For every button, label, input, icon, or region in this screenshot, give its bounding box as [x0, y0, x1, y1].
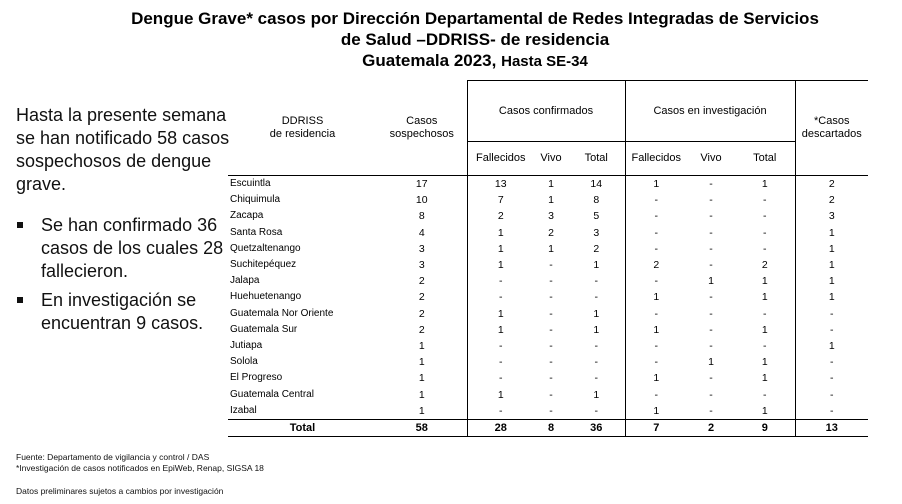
- cell-sospechosos: 1: [418, 404, 425, 417]
- cell-inv-vivo: -: [709, 404, 713, 417]
- cell-inv-total: -: [763, 242, 767, 255]
- cell-inv-vivo: -: [709, 259, 713, 272]
- cell-sospechosos: 2: [418, 291, 425, 304]
- cell-conf-vivo: -: [549, 404, 553, 417]
- table-row: [228, 354, 868, 370]
- cell-ddriss: Zacapa: [230, 210, 264, 222]
- header-inv-fallecidos: Fallecidos: [625, 142, 687, 176]
- cell-inv-fallecidos: 1: [625, 176, 687, 193]
- footnote-source: Fuente: Departamento de vigilancia y control / DAS: [16, 452, 210, 462]
- cell-inv-vivo: -: [709, 194, 713, 207]
- cell-conf-vivo: 2: [548, 226, 554, 239]
- cell-conf-total: -: [594, 372, 598, 385]
- cell-inv-total: 1: [761, 323, 768, 336]
- cell-inv-fallecidos: -: [625, 273, 687, 289]
- cell-inv-vivo: -: [709, 226, 713, 239]
- cell-inv-vivo: -: [709, 242, 713, 255]
- cell-inv-fallecidos: 1: [625, 370, 687, 386]
- cell-conf-vivo: -: [549, 323, 553, 336]
- header-inv-total: Total: [735, 142, 795, 176]
- table-row: [228, 273, 868, 289]
- cell-inv-total: 1: [761, 178, 768, 191]
- summary-bullet-investigation: [16, 289, 231, 335]
- table-row: [228, 370, 868, 386]
- header-sospechosos: Casos sospechosos: [377, 81, 467, 176]
- cell-inv-vivo: -: [709, 307, 713, 320]
- cell-sospechosos: 2: [418, 275, 425, 288]
- cell-sospechosos: 1: [418, 372, 425, 385]
- cell-conf-vivo: 1: [548, 178, 554, 191]
- cell-inv-fallecidos: -: [625, 338, 687, 354]
- cell-conf-total: -: [594, 339, 598, 352]
- cell-conf-vivo: 1: [548, 242, 554, 255]
- cell-conf-vivo: -: [549, 339, 553, 352]
- cell-inv-fallecidos: -: [625, 241, 687, 257]
- cell-descartados: 2: [795, 176, 868, 193]
- cell-ddriss: El Progreso: [230, 372, 283, 384]
- cell-inv-total: 1: [761, 404, 768, 417]
- cell-inv-total: 1: [761, 291, 768, 304]
- title-week: Hasta SE-34: [501, 53, 588, 70]
- cell-ddriss: Solola: [230, 356, 258, 368]
- header-conf-total: Total: [568, 142, 625, 176]
- summary-panel: [16, 104, 231, 341]
- cell-ddriss: Santa Rosa: [230, 226, 283, 238]
- cell-inv-fallecidos: -: [625, 225, 687, 241]
- cell-inv-total: 1: [761, 372, 768, 385]
- square-bullet-icon: [17, 222, 23, 228]
- cell-descartados: 1: [795, 241, 868, 257]
- header-investigacion: Casos en investigación: [625, 81, 795, 142]
- header-conf-vivo: Vivo: [534, 142, 568, 176]
- cell-inv-total: 9: [735, 419, 795, 436]
- cell-inv-vivo: -: [709, 388, 713, 401]
- cell-inv-total: -: [763, 194, 767, 207]
- cell-inv-vivo: -: [709, 210, 713, 223]
- cell-descartados: -: [795, 403, 868, 420]
- title-line-2: de Salud –DDRISS- de residencia: [340, 30, 610, 49]
- total-row: [228, 419, 868, 436]
- footnote-preliminary: Datos preliminares sujetos a cambios por investigación: [16, 486, 224, 496]
- cell-conf-vivo: 8: [534, 419, 568, 436]
- cell-ddriss: Total: [228, 419, 377, 436]
- cell-descartados: -: [795, 354, 868, 370]
- summary-bullet-confirmed: [16, 214, 231, 283]
- cell-conf-total: 1: [593, 259, 600, 272]
- table-row: [228, 338, 868, 354]
- cell-inv-vivo: 1: [708, 275, 714, 288]
- cell-descartados: 2: [795, 192, 868, 208]
- cell-conf-fallecidos: -: [467, 338, 534, 354]
- cell-conf-total: 14: [590, 178, 603, 191]
- cell-conf-vivo: -: [549, 356, 553, 369]
- cell-sospechosos: 2: [418, 307, 425, 320]
- cell-sospechosos: 1: [418, 388, 425, 401]
- cell-conf-total: 8: [593, 194, 600, 207]
- cell-sospechosos: 58: [377, 419, 467, 436]
- cell-inv-vivo: -: [709, 323, 713, 336]
- cell-conf-total: -: [594, 291, 598, 304]
- table-row: [228, 176, 868, 193]
- table-row: [228, 241, 868, 257]
- cell-inv-total: 1: [761, 356, 768, 369]
- cell-conf-total: 5: [593, 210, 600, 223]
- summary-intro: Hasta la presente semana se han notificado 58 casos sospechosos de dengue grave.: [16, 105, 230, 194]
- header-ddriss: DDRISS de residencia: [228, 81, 377, 176]
- cell-inv-fallecidos: 1: [625, 289, 687, 305]
- footnote-investigation: *Investigación de casos notificados en EpiWeb, Renap, SIGSA 18: [16, 463, 264, 473]
- cell-conf-total: 1: [593, 323, 600, 336]
- table-row: [228, 289, 868, 305]
- cell-ddriss: Escuintla: [230, 178, 271, 190]
- cell-conf-fallecidos: 28: [467, 419, 534, 436]
- cell-descartados: 1: [795, 225, 868, 241]
- cell-descartados: 13: [795, 419, 868, 436]
- cell-inv-vivo: -: [709, 339, 713, 352]
- cell-conf-total: 36: [568, 419, 625, 436]
- cell-inv-total: 1: [761, 275, 768, 288]
- cell-conf-vivo: 3: [548, 210, 554, 223]
- cell-descartados: 3: [795, 208, 868, 224]
- cell-inv-vivo: -: [709, 372, 713, 385]
- dengue-cases-table: [228, 80, 868, 437]
- cell-ddriss: Jalapa: [230, 275, 260, 287]
- cell-conf-fallecidos: 1: [467, 257, 534, 273]
- summary-bullets: [16, 214, 231, 335]
- title-line-1: Dengue Grave* casos por Dirección Departamental de Redes Integradas de Servicios: [131, 9, 819, 28]
- cell-conf-vivo: -: [549, 307, 553, 320]
- table-row: [228, 225, 868, 241]
- cell-ddriss: Guatemala Nor Oriente: [230, 307, 334, 319]
- cell-ddriss: Quetzaltenango: [230, 242, 301, 254]
- cell-inv-total: -: [763, 388, 767, 401]
- cell-conf-fallecidos: 1: [467, 241, 534, 257]
- cell-conf-total: -: [594, 404, 598, 417]
- table-row: [228, 306, 868, 322]
- cell-conf-vivo: -: [549, 275, 553, 288]
- cell-conf-total: 2: [593, 242, 600, 255]
- cell-sospechosos: 2: [418, 323, 425, 336]
- bullet-text: Se han confirmado 36 casos de los cuales 28 fallecieron.: [41, 215, 224, 281]
- cell-inv-vivo: 1: [708, 356, 714, 369]
- square-bullet-icon: [17, 297, 23, 303]
- cell-inv-fallecidos: 7: [625, 419, 687, 436]
- cell-conf-fallecidos: -: [467, 354, 534, 370]
- cell-sospechosos: 3: [418, 259, 425, 272]
- cell-inv-fallecidos: -: [625, 306, 687, 322]
- bullet-text: En investigación se encuentran 9 casos.: [41, 290, 204, 333]
- cell-conf-fallecidos: 1: [467, 322, 534, 338]
- cell-ddriss: Jutiapa: [230, 339, 263, 351]
- cell-descartados: 1: [795, 338, 868, 354]
- cell-conf-fallecidos: 2: [467, 208, 534, 224]
- cell-conf-total: 1: [593, 307, 600, 320]
- cell-inv-vivo: -: [709, 291, 713, 304]
- cell-conf-vivo: 1: [548, 194, 554, 207]
- cell-inv-vivo: -: [709, 178, 713, 191]
- cell-inv-fallecidos: -: [625, 208, 687, 224]
- cell-conf-total: 3: [593, 226, 600, 239]
- cell-descartados: -: [795, 306, 868, 322]
- cell-conf-vivo: -: [549, 372, 553, 385]
- cell-conf-fallecidos: 13: [467, 176, 534, 193]
- cell-sospechosos: 1: [418, 339, 425, 352]
- cell-inv-total: -: [763, 210, 767, 223]
- cell-conf-fallecidos: 1: [467, 225, 534, 241]
- cell-conf-fallecidos: 1: [467, 386, 534, 402]
- cell-conf-fallecidos: -: [467, 289, 534, 305]
- cell-inv-total: -: [763, 307, 767, 320]
- header-confirmados: Casos confirmados: [467, 81, 625, 142]
- cell-ddriss: Guatemala Central: [230, 388, 314, 400]
- cell-descartados: -: [795, 386, 868, 402]
- cell-inv-total: 2: [761, 259, 768, 272]
- cell-conf-total: -: [594, 356, 598, 369]
- cell-sospechosos: 10: [415, 194, 428, 207]
- header-inv-vivo: Vivo: [687, 142, 735, 176]
- cell-ddriss: Guatemala Sur: [230, 323, 298, 335]
- cell-inv-fallecidos: 1: [625, 322, 687, 338]
- cell-inv-fallecidos: -: [625, 386, 687, 402]
- cell-sospechosos: 8: [418, 210, 425, 223]
- table-row: [228, 257, 868, 273]
- table-row: [228, 386, 868, 402]
- cell-ddriss: Izabal: [230, 404, 257, 416]
- table-body: [228, 176, 868, 437]
- cell-inv-fallecidos: 1: [625, 403, 687, 420]
- cell-conf-vivo: -: [549, 259, 553, 272]
- cell-conf-total: 1: [593, 388, 600, 401]
- cell-descartados: 1: [795, 257, 868, 273]
- cell-descartados: -: [795, 322, 868, 338]
- cell-sospechosos: 1: [418, 356, 425, 369]
- cell-conf-fallecidos: 7: [467, 192, 534, 208]
- cell-conf-fallecidos: -: [467, 370, 534, 386]
- cell-conf-fallecidos: -: [467, 403, 534, 420]
- cell-sospechosos: 3: [418, 242, 425, 255]
- table-row: [228, 322, 868, 338]
- cell-descartados: 1: [795, 289, 868, 305]
- cell-ddriss: Chiquimula: [230, 194, 281, 206]
- title-year: Guatemala 2023,: [362, 51, 497, 70]
- cell-inv-vivo: 2: [687, 419, 735, 436]
- header-conf-fallecidos: Fallecidos: [467, 142, 534, 176]
- cell-ddriss: Huehuetenango: [230, 291, 302, 303]
- header-descartados: *Casos descartados: [795, 81, 868, 176]
- cell-conf-total: -: [594, 275, 598, 288]
- cell-inv-fallecidos: -: [625, 192, 687, 208]
- cell-inv-total: -: [763, 226, 767, 239]
- cell-conf-fallecidos: 1: [467, 306, 534, 322]
- cell-inv-total: -: [763, 339, 767, 352]
- cell-descartados: 1: [795, 273, 868, 289]
- cell-descartados: -: [795, 370, 868, 386]
- page-title: [60, 8, 890, 72]
- cell-sospechosos: 4: [418, 226, 425, 239]
- table-row: [228, 192, 868, 208]
- cell-inv-fallecidos: -: [625, 354, 687, 370]
- title-line-3: [60, 50, 890, 72]
- cell-conf-vivo: -: [549, 291, 553, 304]
- cell-inv-fallecidos: 2: [625, 257, 687, 273]
- cell-conf-fallecidos: -: [467, 273, 534, 289]
- cell-ddriss: Suchitepéquez: [230, 259, 297, 271]
- table-row: [228, 208, 868, 224]
- table-row: [228, 403, 868, 420]
- cell-conf-vivo: -: [549, 388, 553, 401]
- cell-sospechosos: 17: [415, 178, 428, 191]
